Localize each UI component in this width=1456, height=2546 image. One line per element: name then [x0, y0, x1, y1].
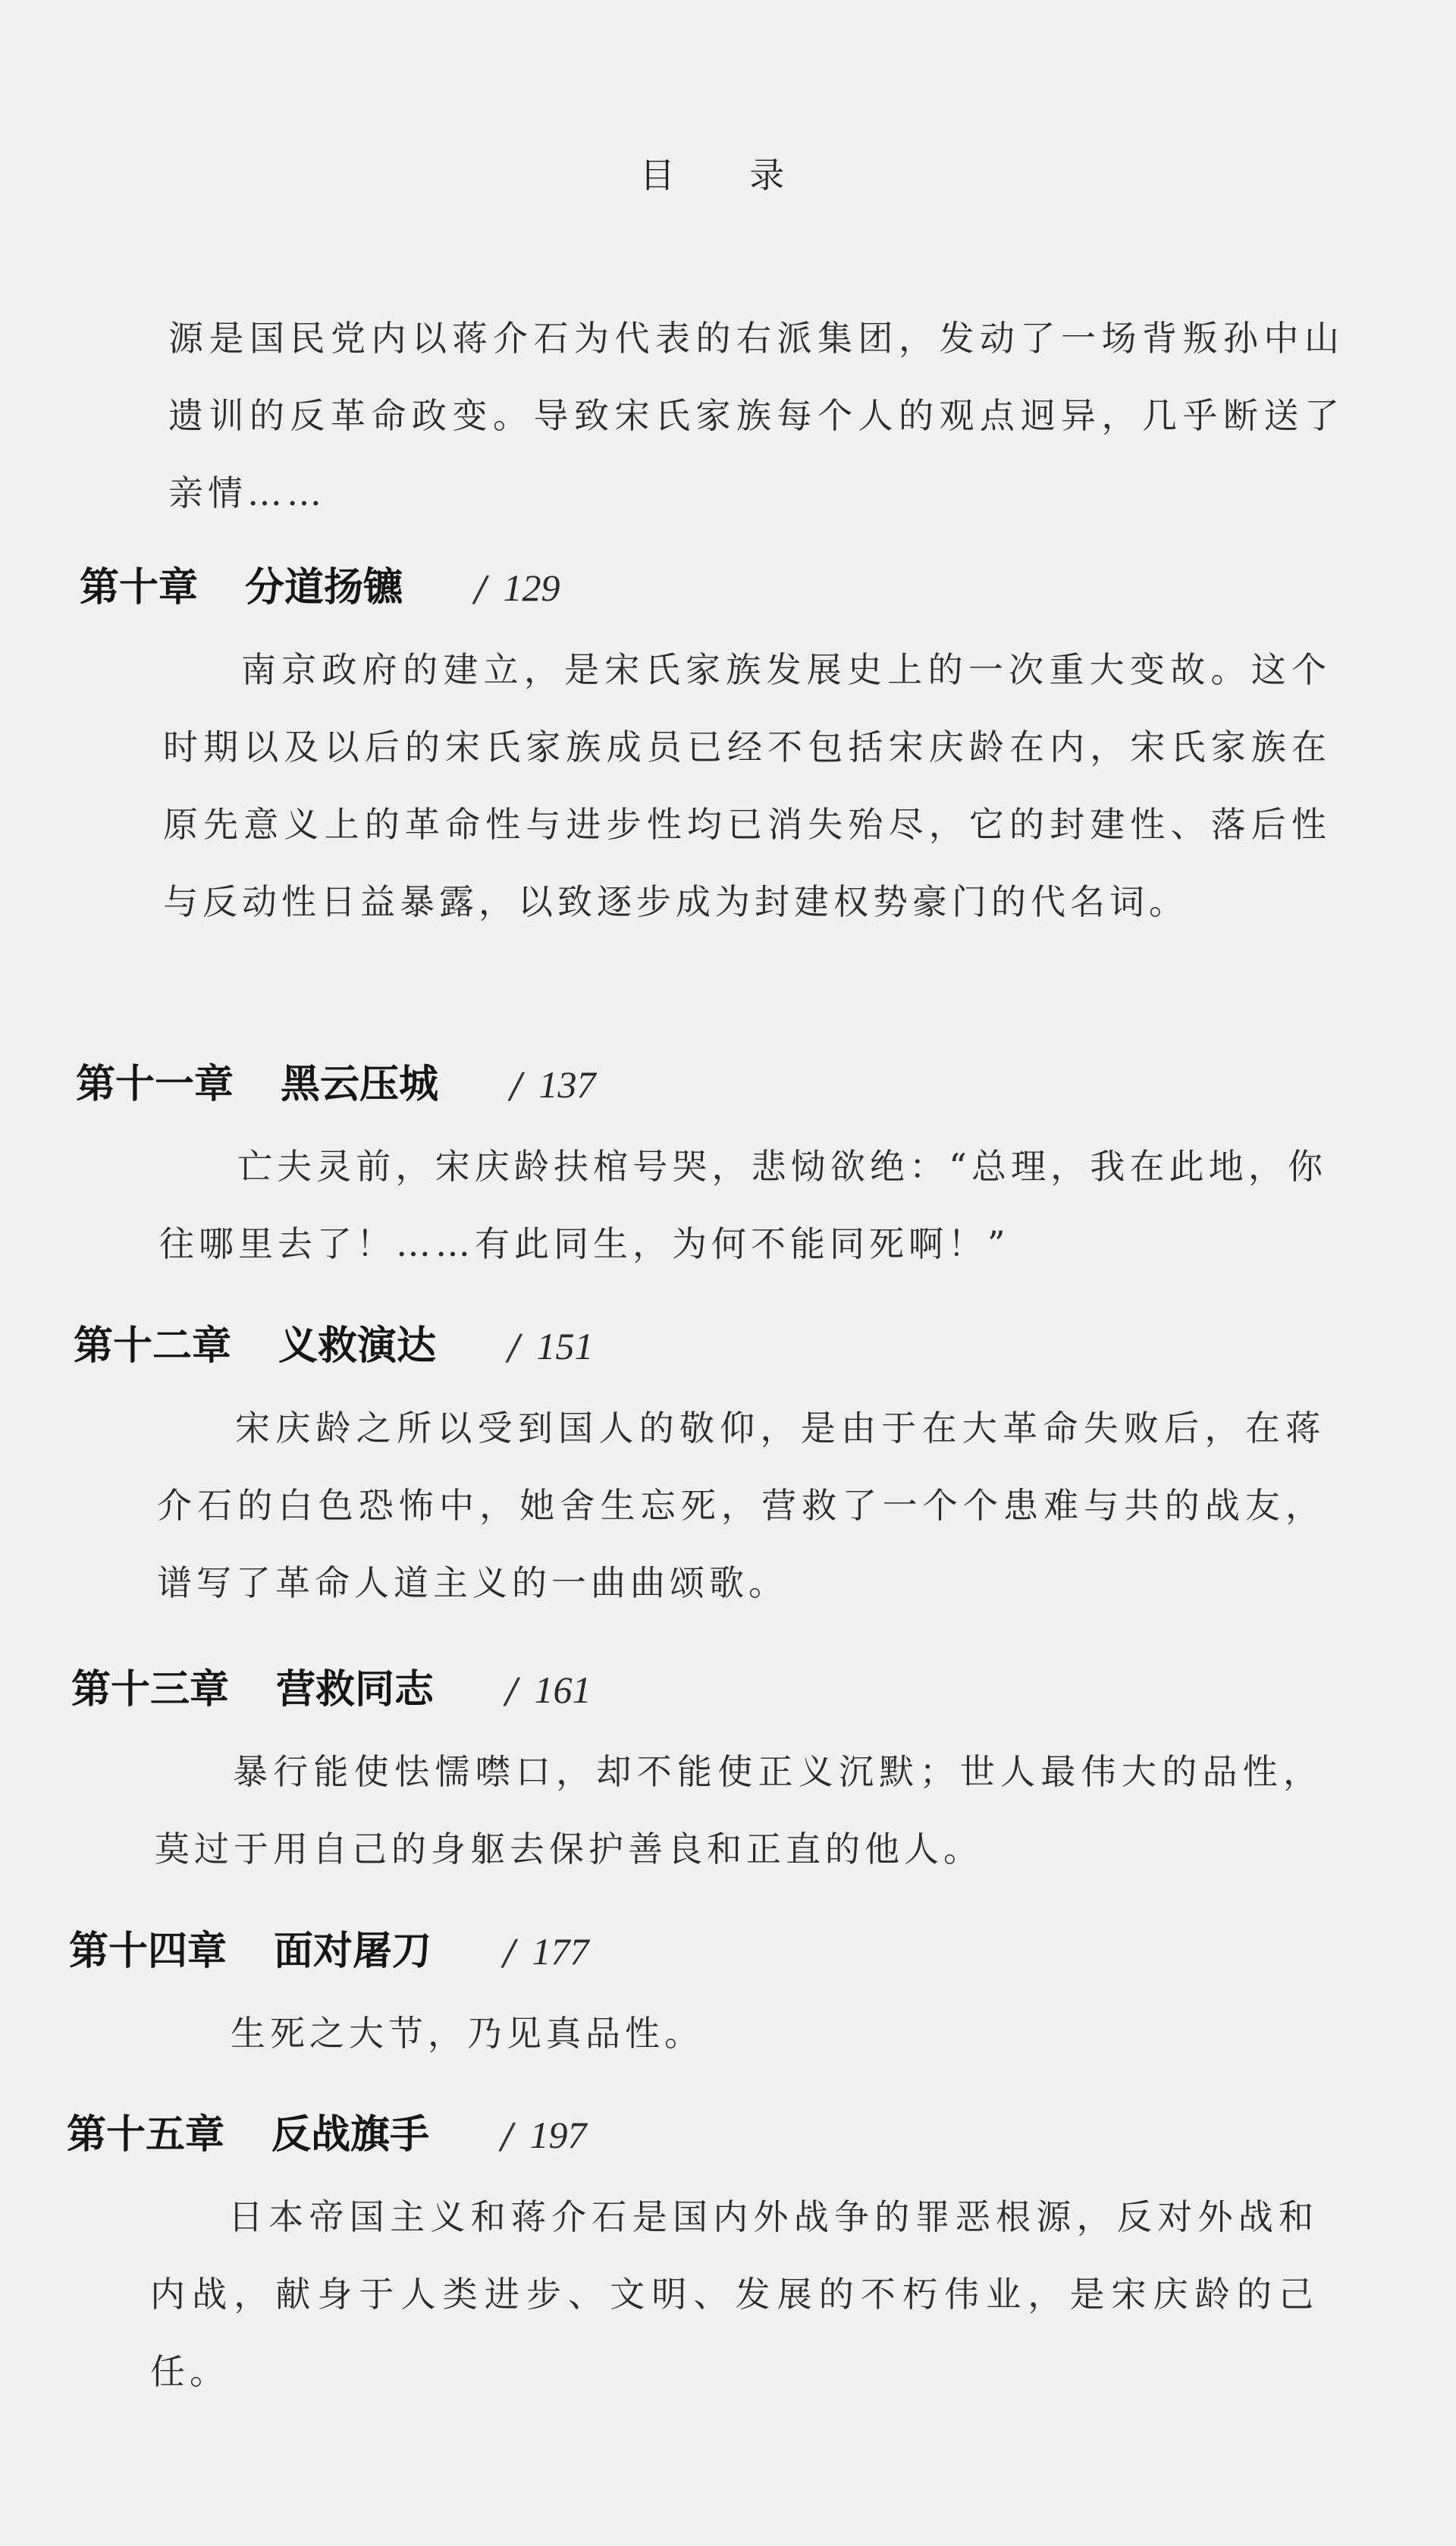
- chapter-entry: [76, 1050, 1327, 1282]
- chapter-heading: [71, 1656, 1323, 1724]
- chapter-heading: [76, 1050, 1327, 1119]
- page-number: 151: [536, 1325, 594, 1367]
- chapter-heading: [67, 2101, 1318, 2169]
- chapter-title: 义救演达: [278, 1323, 437, 1369]
- chapter-title: 面对屠刀: [274, 1929, 432, 1974]
- page-separator: /: [508, 1326, 520, 1367]
- chapter-title: 分道扬镳: [245, 565, 403, 611]
- page-number: 129: [503, 567, 560, 609]
- chapter-summary: 暴行能使怯懦噤口，却不能使正义沉默；世人最伟大的品性，莫过于用自己的身躯去保护善良和正直的他人。: [155, 1751, 1323, 1869]
- page-number: 137: [538, 1063, 596, 1106]
- chapter-title: 反战旗手: [271, 2112, 430, 2158]
- page-separator: /: [504, 1932, 516, 1973]
- chapter-summary: 日本帝国主义和蒋介石是国内外战争的罪恶根源，反对外战和内战，献身于人类进步、文明、发展的不朽伟业，是宋庆龄的己任。: [150, 2196, 1318, 2392]
- chapter-heading: [69, 1917, 1320, 1986]
- chapter-entry: [71, 1656, 1323, 1888]
- chapter-heading: [74, 1312, 1325, 1380]
- chapter-heading: [80, 554, 1331, 622]
- chapter-number: 第十四章: [69, 1929, 228, 1974]
- page-separator: /: [501, 2115, 513, 2156]
- chapter-number: 第十一章: [76, 1062, 234, 1107]
- page-separator: /: [475, 568, 487, 609]
- chapter-number: 第十三章: [71, 1667, 230, 1713]
- chapter-entry: [69, 1917, 1320, 2072]
- chapter-number: 第十五章: [67, 2112, 225, 2158]
- chapter-entry: [80, 554, 1331, 940]
- chapter-summary: 宋庆龄之所以受到国人的敬仰，是由于在大革命失败后，在蒋介石的白色恐怖中，她舍生忘死，营救了一个个患难与共的战友，谱写了革命人道主义的一曲曲颂歌。: [157, 1408, 1325, 1603]
- chapter-title: 营救同志: [276, 1667, 435, 1713]
- chapter-summary: 亡夫灵前，宋庆龄扶棺号哭，悲恸欲绝：“总理，我在此地，你往哪里去了！……有此同生，为何不能同死啊！”: [159, 1146, 1327, 1264]
- chapter-entry: [67, 2101, 1318, 2410]
- page-number: 197: [529, 2114, 587, 2156]
- chapter-title: 黑云压城: [281, 1062, 439, 1107]
- page-header: 目 录: [639, 155, 817, 196]
- chapter-summary: 生死之大节，乃见真品性。: [231, 2013, 704, 2054]
- chapter-summary: 南京政府的建立，是宋氏家族发展史上的一次重大变故。这个时期以及以后的宋氏家族成员已经不包括宋庆龄在内，宋氏家族在原先意义上的革命性与进步性均已消失殆尽，它的封建性、落后性与反动性日益暴露，以致逐步成为封建权势豪门的代名词。: [163, 649, 1331, 922]
- intro-paragraph: 源是国民党内以蒋介石为代表的右派集团，发动了一场背叛孙中山遗训的反革命政变。导致宋氏家族每个人的观点迥异，几乎断送了亲情……: [168, 318, 1344, 513]
- page-separator: /: [510, 1065, 522, 1106]
- page-separator: /: [506, 1670, 518, 1711]
- chapter-entry: [74, 1312, 1325, 1621]
- page-number: 177: [532, 1930, 589, 1973]
- page-number: 161: [534, 1669, 592, 1711]
- chapter-number: 第十章: [80, 565, 199, 611]
- chapter-number: 第十二章: [74, 1323, 232, 1369]
